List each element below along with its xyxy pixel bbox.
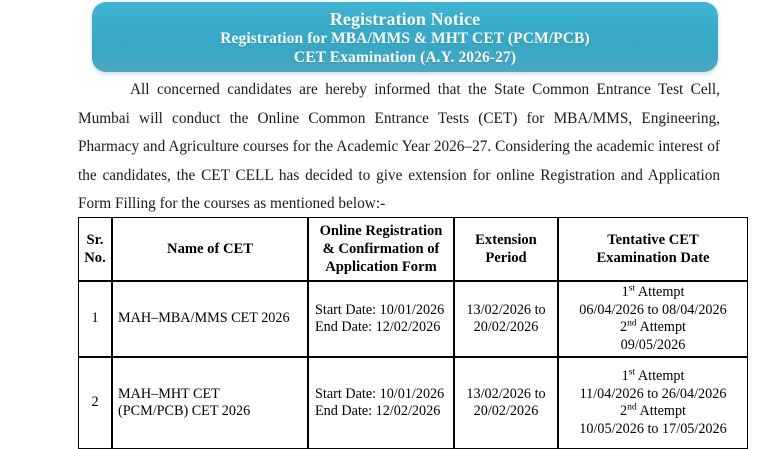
row-extension-period [454, 357, 558, 449]
row-sr-no: 1 [78, 281, 112, 357]
header-online-registration [308, 217, 454, 281]
attempt-2-word: Attempt [639, 403, 686, 419]
row-sr-no: 2 [78, 357, 112, 449]
row-attempt-2-dates: 09/05/2026 [620, 336, 686, 353]
attempt-1-number: 1 [621, 368, 629, 384]
cet-schedule-table [78, 217, 748, 449]
banner-title-line-2: Registration for MBA/MMS & MHT CET (PCM/PCB) [220, 30, 590, 48]
row-attempt-1-dates: 11/04/2026 to 26/04/2026 [579, 385, 727, 402]
attempt-2-word: Attempt [639, 319, 686, 335]
banner-title-line-3: CET Examination (A.Y. 2026-27) [293, 48, 517, 66]
header-sr-no [78, 217, 112, 281]
row-extension-line-2: 20/02/2026 [473, 319, 539, 335]
row-end-date: End Date: 12/02/2026 [315, 403, 441, 419]
row-attempt-2-label [563, 319, 743, 337]
row-name-of-cet [112, 281, 308, 357]
row-extension-line-1: 13/02/2026 to [466, 301, 546, 318]
header-extension-line-1: Extension [475, 232, 537, 248]
attempt-1-number: 1 [621, 284, 629, 300]
header-tentative-line-1: Tentative CET [607, 232, 699, 248]
header-sr-no-line-1: Sr. [86, 232, 104, 248]
banner-inner [92, 2, 718, 72]
notice-paragraph: All concerned candidates are hereby informed that the State Common Entrance Test Cell, Mumbai will conduct the Online Common Entrance Tests (CET) for MBA/MMS, Engineering, Pharmacy and Agriculture courses for the Academic Year 2026–27. Considering the academic interest of the candidates, the CET CELL has decided to give extension for online Registration and Application Form Filling for the courses as mentioned below:- [78, 81, 720, 212]
attempt-1-word: Attempt [637, 368, 685, 384]
attempt-1-word: Attempt [637, 284, 685, 300]
row-extension-line-2: 20/02/2026 [473, 403, 539, 419]
table-row [78, 357, 748, 449]
header-online-registration-line-1: Online Registration [319, 223, 443, 239]
header-extension-period [454, 217, 558, 281]
attempt-2-number: 2 [620, 403, 628, 419]
header-tentative-exam-date [558, 217, 748, 281]
row-attempt-1-dates: 06/04/2026 to 08/04/2026 [579, 301, 727, 318]
row-start-date: Start Date: 10/01/2026 [315, 385, 445, 402]
header-online-registration-line-3: Application Form [325, 259, 437, 275]
attempt-2-number: 2 [620, 319, 628, 335]
row-name-line-1: MAH–MBA/MMS CET 2026 [118, 310, 290, 327]
row-tentative-exam-date [558, 357, 748, 449]
banner-title-line-1: Registration Notice [329, 9, 481, 30]
row-attempt-1-label [563, 368, 743, 386]
row-tentative-exam-date [558, 281, 748, 357]
header-tentative-line-2: Examination Date [596, 250, 710, 266]
notice-banner [92, 2, 718, 72]
header-online-registration-line-2: & Confirmation of [322, 241, 440, 257]
row-attempt-1-label [563, 284, 743, 302]
attempt-1-ordinal-suffix: st [628, 366, 636, 378]
header-extension-line-2: Period [485, 250, 527, 266]
row-online-registration [308, 281, 454, 357]
row-name-of-cet [112, 357, 308, 449]
table-row [78, 281, 748, 357]
row-attempt-2-label [563, 403, 743, 421]
row-extension-period [454, 281, 558, 357]
attempt-1-ordinal-suffix: st [628, 282, 636, 294]
row-start-date: Start Date: 10/01/2026 [315, 301, 445, 318]
table-header-row [78, 217, 748, 281]
row-attempt-2-dates: 10/05/2026 to 17/05/2026 [579, 420, 727, 437]
attempt-2-ordinal-suffix: nd [627, 317, 637, 329]
row-extension-line-1: 13/02/2026 to [466, 385, 546, 402]
row-name-line-1: MAH–MHT CET [118, 385, 220, 402]
attempt-2-ordinal-suffix: nd [627, 401, 637, 413]
header-sr-no-line-2: No. [84, 250, 106, 266]
row-end-date: End Date: 12/02/2026 [315, 319, 441, 335]
header-name-of-cet: Name of CET [112, 217, 308, 281]
row-name-line-2: (PCM/PCB) CET 2026 [118, 403, 251, 419]
row-online-registration [308, 357, 454, 449]
